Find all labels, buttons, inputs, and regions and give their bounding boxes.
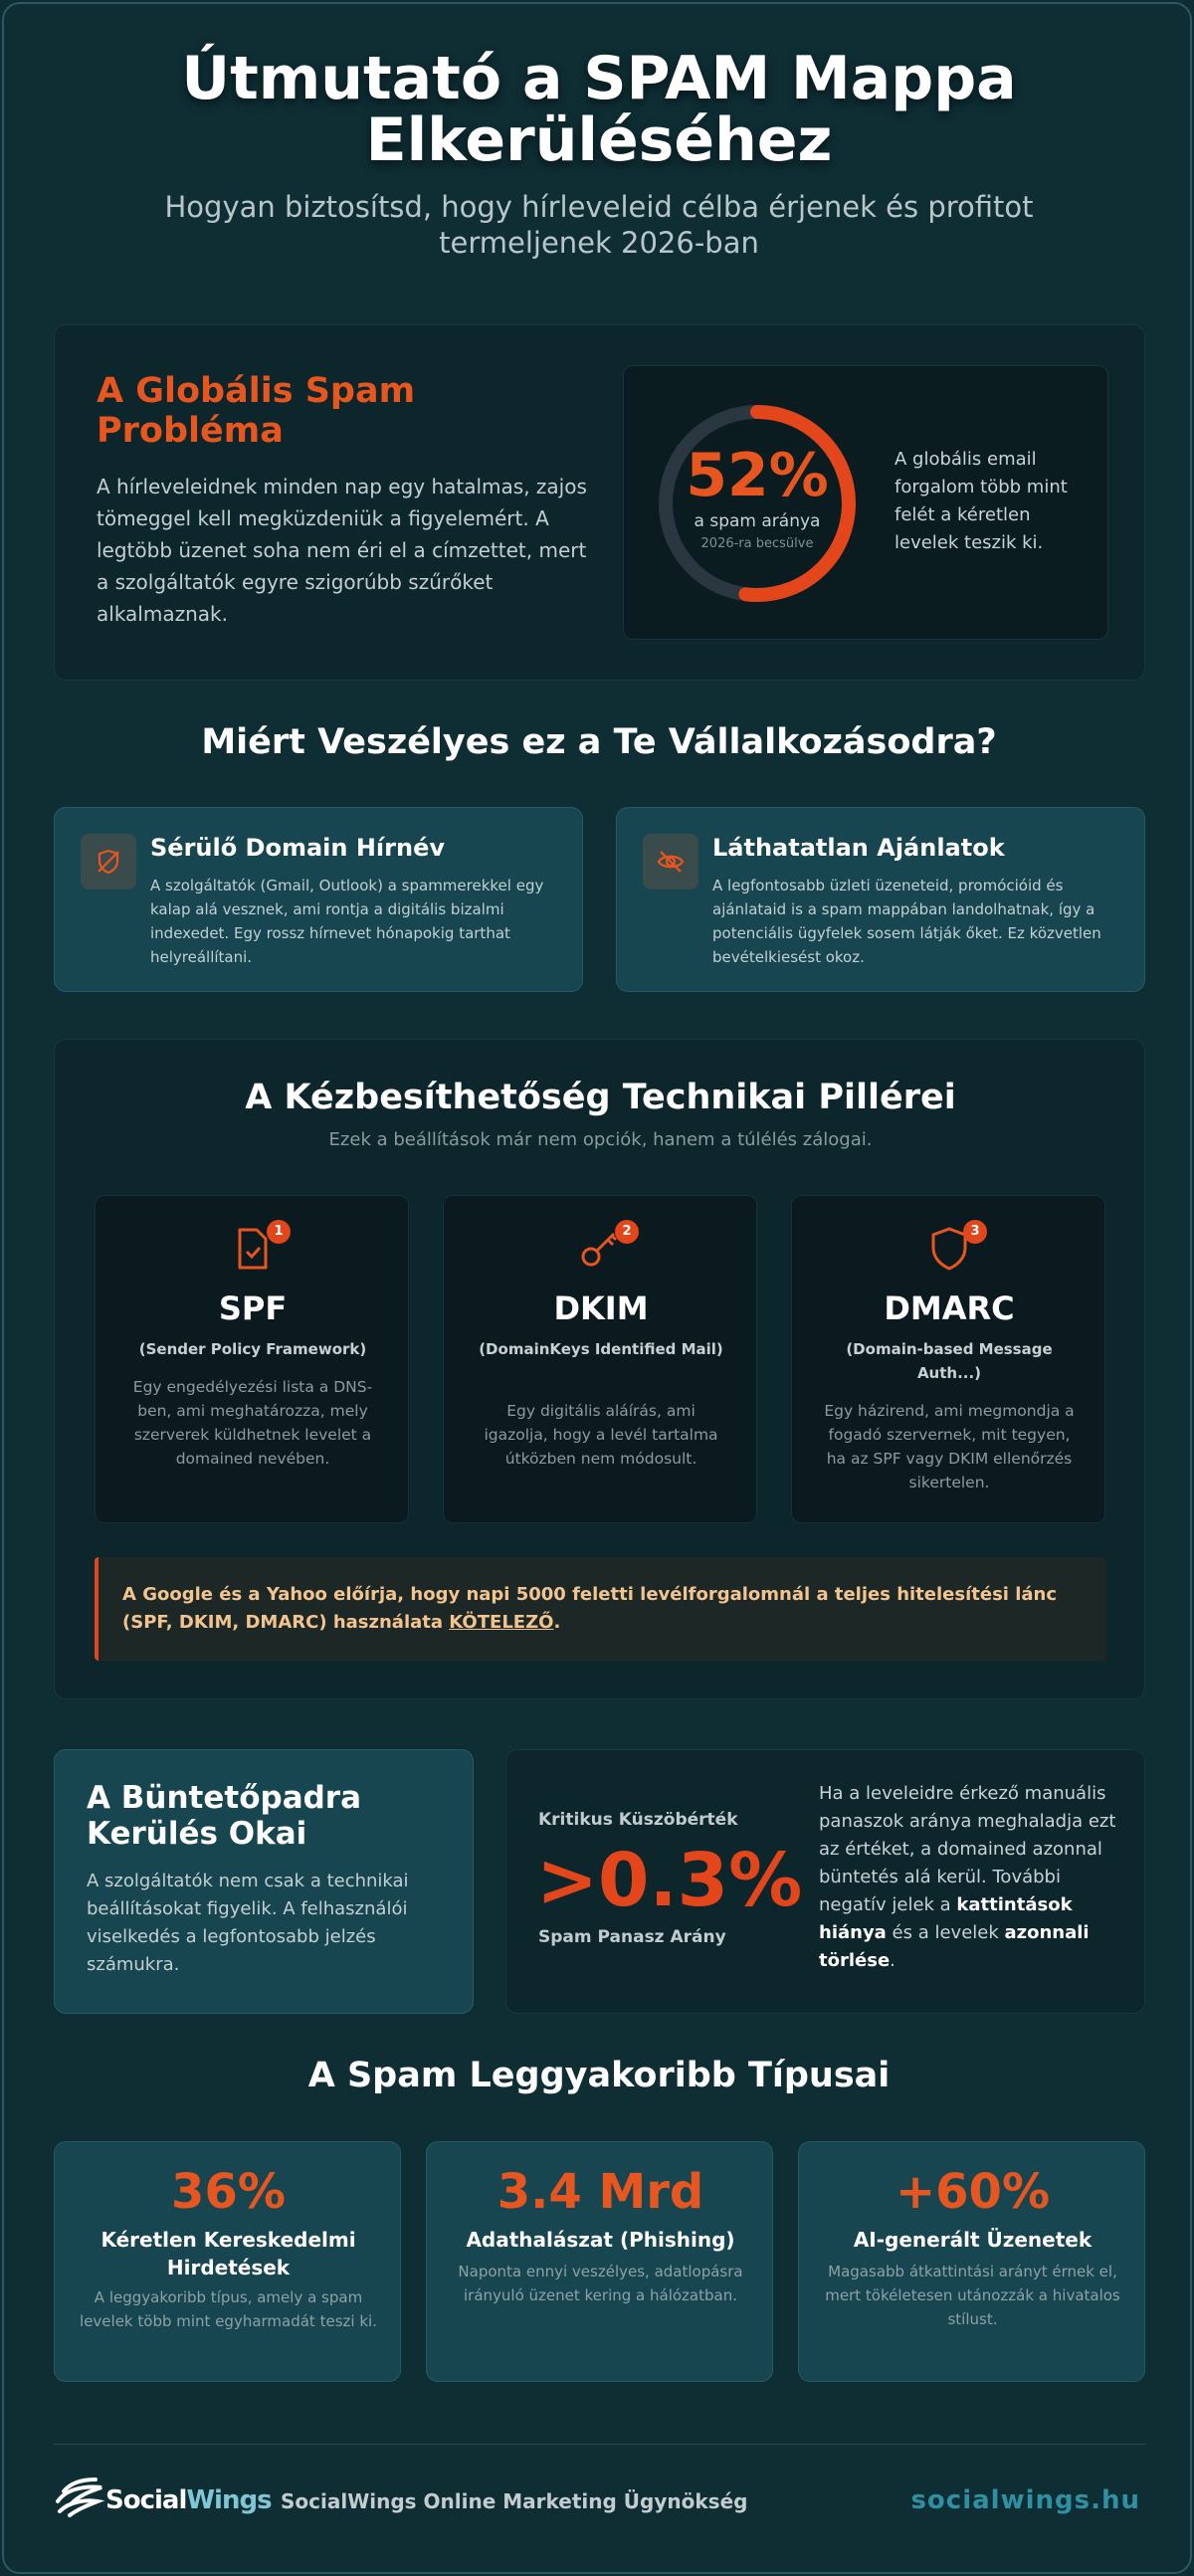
infographic <box>2 2 1192 2574</box>
types-title: A Spam Leggyakoribb Típusai <box>307 2056 891 2095</box>
header <box>4 44 1192 261</box>
exp-part: Ha a leveleidre érkező manuális panaszok aránya meghaladja ezt az értéket, a domained azonnal büntetés alá kerül. További negatív jelek a <box>819 1783 1116 1915</box>
shield-off-icon <box>81 834 136 890</box>
type-value: 3.4 Mrd <box>497 2164 704 2220</box>
logo-word-a: Social <box>105 2485 187 2515</box>
page-subtitle: Hogyan biztosítsd, hogy hírleveleid célba érjenek és profitot termeljenek 2026-ban <box>164 190 1034 260</box>
spam-percent: 52% <box>686 441 829 510</box>
type-title: AI-generált Üzenetek <box>853 2228 1093 2252</box>
why-card-reputation <box>54 807 583 992</box>
pillar-number: 1 <box>267 1220 291 1244</box>
pillar-number: 3 <box>963 1220 987 1244</box>
spam-percent-sub: 2026-ra becsülve <box>700 536 814 551</box>
threshold-value: >0.3% <box>536 1838 803 1923</box>
global-problem-card <box>54 324 1145 681</box>
pillars-title: A Kézbesíthetőség Technikai Pillérei <box>245 1078 956 1117</box>
why-card-title: Sérülő Domain Hírnév <box>150 834 445 862</box>
pillar-name: DMARC <box>884 1289 1015 1327</box>
agency-name: SocialWings Online Marketing Ügynökség <box>281 2489 748 2513</box>
global-text: A hírleveleidnek minden nap egy hatalmas, zajos tömeggel kell megküzdeniük a figyelemért. A legtöbb üzenet soha nem éri el a címzettet, mert a szolgáltatók egyre szigorúbb szűrőket alkalmaznak. <box>97 475 587 626</box>
penalty-text: A szolgáltatók nem csak a technikai beállításokat figyelik. A felhasználói viselkedés a legfontosabb jelzés számukra. <box>87 1871 409 1975</box>
why-title: Miért Veszélyes ez a Te Vállalkozásodra? <box>201 722 997 762</box>
page-title: Útmutató a SPAM Mappa Elkerüléséhez <box>181 44 1017 175</box>
socialwings-logo[interactable] <box>54 2474 272 2527</box>
pillar-fullname: (Sender Policy Framework) <box>138 1340 367 1358</box>
type-text: Magasabb átkattintási arányt érnek el, mert tökéletesen utánozzák a hivatalos stílust. <box>825 2263 1120 2328</box>
threshold-explanation <box>819 1780 1127 1975</box>
threshold-label: Spam Panasz Arány <box>538 1927 726 1947</box>
pillars-subtitle: Ezek a beállítások már nem opciók, hanem a túlélés zálogai. <box>328 1129 873 1150</box>
why-card-text: A legfontosabb üzleti üzeneteid, promócióid és ajánlataid is a spam mappában landolhatnak, így a potenciális ügyfelek sosem látják őket. Ez közvetlen bevételkiesést okoz. <box>712 877 1101 966</box>
pillar-desc: Egy engedélyezési lista a DNS-ben, ami meghatározza, mely szerverek küldhetnek levelet a domained nevében. <box>132 1378 373 1468</box>
spam-rate-panel <box>623 365 1108 640</box>
type-text: Naponta ennyi veszélyes, adatlopásra irányuló üzenet kering a hálózatban. <box>458 2263 743 2304</box>
threshold-kicker: Kritikus Küszöbérték <box>538 1810 738 1830</box>
requirement-note <box>95 1557 1105 1661</box>
type-value: 36% <box>171 2164 286 2220</box>
footer-divider <box>54 2444 1145 2445</box>
type-text: A leggyakoribb típus, amely a spam levelek több mint egyharmadát teszi ki. <box>80 2288 377 2330</box>
pillar-dkim <box>443 1195 757 1523</box>
pillar-number: 2 <box>615 1220 639 1244</box>
pillar-name: DKIM <box>553 1289 649 1327</box>
spam-percent-label: a spam aránya <box>694 511 821 531</box>
type-title: Adathalászat (Phishing) <box>466 2228 735 2252</box>
requirement-end: . <box>553 1612 561 1633</box>
eye-off-icon <box>643 834 698 890</box>
exp-bold: kattintások hiánya <box>819 1894 1073 1943</box>
type-card <box>798 2141 1145 2382</box>
why-card-title: Láthatatlan Ajánlatok <box>712 834 1005 862</box>
pillar-fullname: (Domain-based Message Auth...) <box>846 1340 1053 1382</box>
pillar-fullname: (DomainKeys Identified Mail) <box>479 1340 723 1358</box>
pillars-section <box>54 1039 1145 1699</box>
type-card <box>54 2141 401 2382</box>
pillar-desc: Egy házirend, ami megmondja a fogadó szervernek, mit tegyen, ha az SPF vagy DKIM ellenőrzés sikertelen. <box>824 1402 1075 1491</box>
type-value: +60% <box>895 2164 1051 2220</box>
exp-bold: azonnali törlése <box>819 1922 1090 1971</box>
logo-wordmark <box>105 2485 272 2515</box>
type-title: Kéretlen Kereskedelmi Hirdetések <box>100 2228 356 2279</box>
requirement-emphasis: KÖTELEZŐ <box>449 1612 554 1633</box>
why-card-offers <box>616 807 1145 992</box>
pillar-desc: Egy digitális aláírás, ami igazolja, hogy a levél tartalma útközben nem módosult. <box>484 1402 718 1468</box>
why-card-text: A szolgáltatók (Gmail, Outlook) a spammerekkel egy kalap alá vesznek, ami rontja a digitális bizalmi indexedet. Egy rossz hírnevet hónapokig tarthat helyreállítani. <box>150 877 544 966</box>
pillar-name: SPF <box>218 1289 288 1327</box>
website-link[interactable]: socialwings.hu <box>910 2485 1140 2515</box>
pillar-spf <box>95 1195 409 1523</box>
threshold-card <box>505 1749 1145 2014</box>
exp-part: . <box>890 1950 896 1971</box>
global-title: A Globális Spam Probléma <box>97 371 416 451</box>
penalty-card <box>54 1749 474 2014</box>
pillar-dmarc <box>791 1195 1105 1523</box>
requirement-main: A Google és a Yahoo előírja, hogy napi 5000 feletti levélforgalomnál a teljes hitelesítési lánc (SPF, DKIM, DMARC) használata <box>122 1584 1058 1633</box>
logo-word-b: Wings <box>186 2485 272 2515</box>
wings-logo-icon <box>54 2474 105 2523</box>
spam-side-text: A globális email forgalom több mint felét a kéretlen levelek teszik ki. <box>895 449 1068 553</box>
requirement-text <box>122 1581 1088 1637</box>
type-card <box>426 2141 773 2382</box>
exp-part: és a levelek <box>886 1922 1005 1943</box>
penalty-title: A Büntetőpadra Kerülés Okai <box>87 1780 362 1852</box>
